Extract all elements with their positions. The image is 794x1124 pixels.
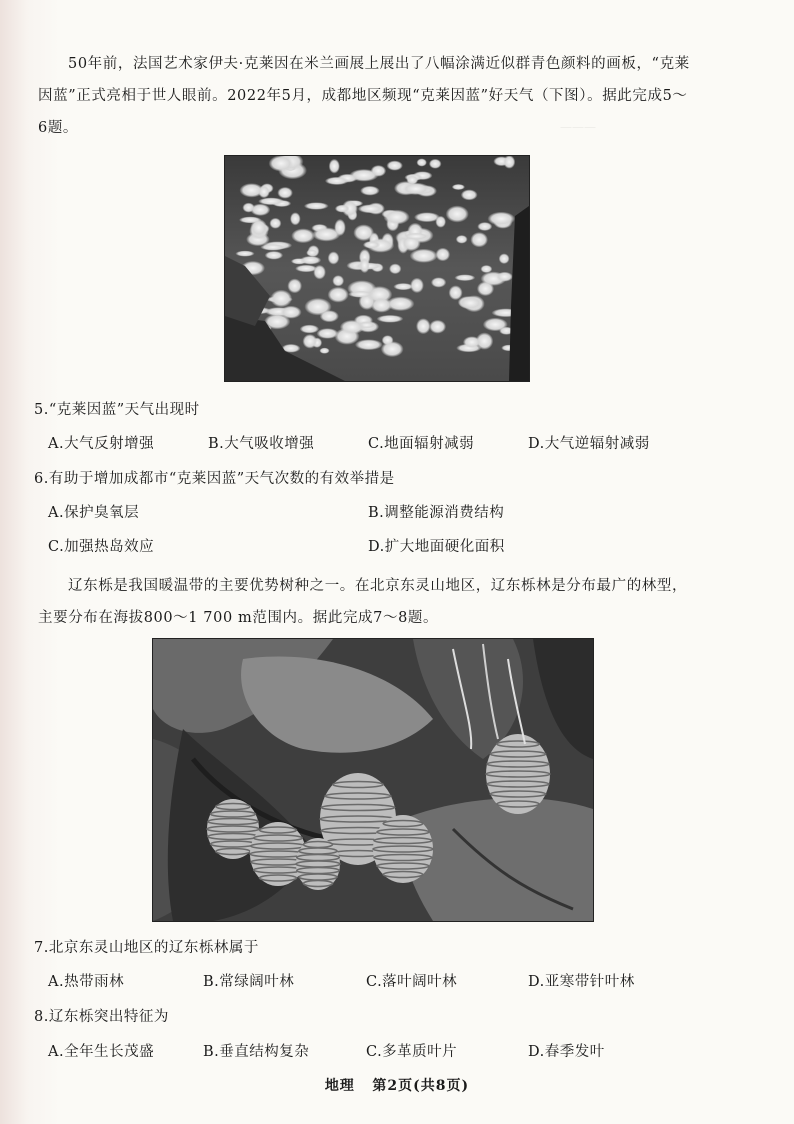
cloud-puff — [277, 187, 293, 199]
cloud-puff — [250, 204, 270, 216]
cloud-puff — [363, 241, 381, 249]
q5-option-c[interactable]: C.地面辐射减弱 — [368, 436, 475, 452]
passage-klein-blue — [38, 48, 758, 144]
cloud-puff — [452, 184, 465, 190]
cloud-puff — [389, 264, 401, 275]
cloud-puff — [348, 291, 373, 298]
cloud-puff — [295, 265, 317, 272]
q5-option-d[interactable]: D.大气逆辐射减弱 — [528, 436, 650, 452]
cloud-puff — [290, 212, 301, 225]
cloud-puff — [300, 325, 319, 334]
acorn — [296, 838, 340, 890]
cloud-puff — [360, 186, 380, 196]
cloud-puff — [320, 310, 339, 322]
page-footer: 地理 第2页(共8页) — [324, 1078, 470, 1094]
cloud-puff — [291, 228, 315, 243]
acorn — [486, 734, 550, 814]
cloud-puff — [461, 189, 478, 200]
bleed-through-text: ——— — [560, 120, 596, 134]
cloud-puff — [306, 249, 317, 256]
cloud-puff — [340, 320, 365, 334]
oak-acorns-photo — [152, 638, 594, 922]
q5-option-a[interactable]: A.大气反射增强 — [48, 436, 155, 452]
cloud-puff — [358, 204, 384, 213]
cloud-puff — [410, 278, 424, 293]
cloud-puff — [384, 210, 410, 225]
cloud-puff — [328, 251, 340, 264]
cloud-puff — [414, 212, 440, 222]
passage-line: 6题。 — [38, 120, 79, 136]
cloud-puff — [449, 285, 463, 300]
q8-option-d[interactable]: D.春季发叶 — [528, 1044, 605, 1060]
cloud-puff — [463, 336, 481, 348]
cloud-puff — [382, 335, 394, 345]
q8-option-a[interactable]: A.全年生长茂盛 — [48, 1044, 155, 1060]
cloud-puff — [429, 159, 442, 169]
cloud-puff — [303, 334, 318, 349]
cloud-puff — [312, 227, 340, 241]
sky-clouds-image — [225, 156, 529, 381]
cloud-puff — [328, 287, 349, 303]
cloud-puff — [402, 183, 430, 195]
cloud-puff — [353, 224, 374, 241]
cloud-puff — [239, 217, 261, 224]
cloud-puff — [386, 297, 414, 312]
cloud-puff — [332, 275, 344, 286]
cloud-puff — [416, 318, 431, 334]
cloud-puff — [335, 205, 350, 213]
cloud-puff — [496, 272, 513, 282]
cloud-puff — [446, 206, 469, 223]
q6-option-c[interactable]: C.加强热岛效应 — [48, 539, 155, 555]
cloud-puff — [499, 253, 510, 264]
cloud-puff — [477, 281, 494, 296]
q8-option-c[interactable]: C.多革质叶片 — [366, 1044, 458, 1060]
cloud-puff — [329, 159, 340, 174]
cloud-puff — [387, 161, 403, 171]
cloud-puff — [456, 235, 468, 244]
q7-option-b[interactable]: B.常绿阔叶林 — [203, 974, 295, 990]
cloud-puff — [459, 296, 483, 309]
cloud-puff — [325, 177, 349, 185]
question-6-stem: 6.有助于增加成都市“克莱因蓝”天气次数的有效举措是 — [34, 471, 395, 487]
cloud-puff — [431, 277, 446, 287]
sky-clouds-photo — [224, 155, 530, 382]
passage-liaodong-oak — [38, 570, 758, 634]
acorn — [373, 815, 433, 883]
q6-option-b[interactable]: B.调整能源消费结构 — [368, 505, 505, 521]
cloud-puff — [488, 212, 516, 226]
cloud-puff — [355, 339, 383, 350]
cloud-puff — [265, 251, 283, 260]
q7-option-a[interactable]: A.热带雨林 — [48, 974, 125, 990]
q6-option-a[interactable]: A.保护臭氧层 — [48, 505, 140, 521]
question-5-stem: 5.“克莱因蓝”天气出现时 — [34, 402, 200, 418]
cloud-puff — [429, 320, 446, 334]
cloud-puff — [287, 279, 302, 294]
cloud-puff — [258, 185, 270, 198]
passage-line: 辽东栎是我国暖温带的主要优势树种之一。在北京东灵山地区，辽东栎林是分布最广的林型， — [68, 578, 688, 594]
q8-option-b[interactable]: B.垂直结构复杂 — [203, 1044, 310, 1060]
cloud-puff — [403, 233, 430, 240]
passage-line: 主要分布在海拔800～1 700 m范围内。据此完成7～8题。 — [38, 610, 439, 626]
acorn — [250, 822, 306, 886]
cloud-puff — [304, 202, 329, 210]
question-8-stem: 8.辽东栎突出特征为 — [34, 1009, 169, 1025]
cloud-puff — [258, 198, 284, 206]
cloud-puff — [270, 290, 292, 308]
passage-line: 50年前，法国艺术家伊夫·克莱因在米兰画展上展出了八幅涂满近似群青色颜料的画板，“克莱 — [68, 56, 690, 72]
cloud-puff — [470, 232, 488, 247]
oak-acorns-image — [153, 639, 593, 921]
cloud-puff — [477, 222, 492, 231]
cloud-puff — [269, 218, 281, 229]
cloud-puff — [300, 256, 321, 265]
cloud-puff — [319, 348, 329, 354]
cloud-puff — [417, 158, 427, 166]
cloud-puff — [235, 251, 254, 257]
q7-option-d[interactable]: D.亚寒带针叶林 — [528, 974, 635, 990]
q5-option-b[interactable]: B.大气吸收增强 — [208, 436, 315, 452]
cloud-puff — [377, 315, 404, 323]
cloud-puff — [359, 258, 369, 273]
question-7-stem: 7.北京东灵山地区的辽东栎林属于 — [34, 940, 259, 956]
cloud-puff — [436, 248, 451, 262]
cloud-puff — [455, 274, 476, 281]
cloud-puff — [260, 244, 285, 251]
q6-option-d[interactable]: D.扩大地面硬化面积 — [368, 539, 505, 555]
q7-option-c[interactable]: C.落叶阔叶林 — [366, 974, 458, 990]
passage-line: 因蓝”正式亮相于世人眼前。2022年5月，成都地区频现“克莱因蓝”好天气（下图）。据此完成5～ — [38, 88, 688, 104]
